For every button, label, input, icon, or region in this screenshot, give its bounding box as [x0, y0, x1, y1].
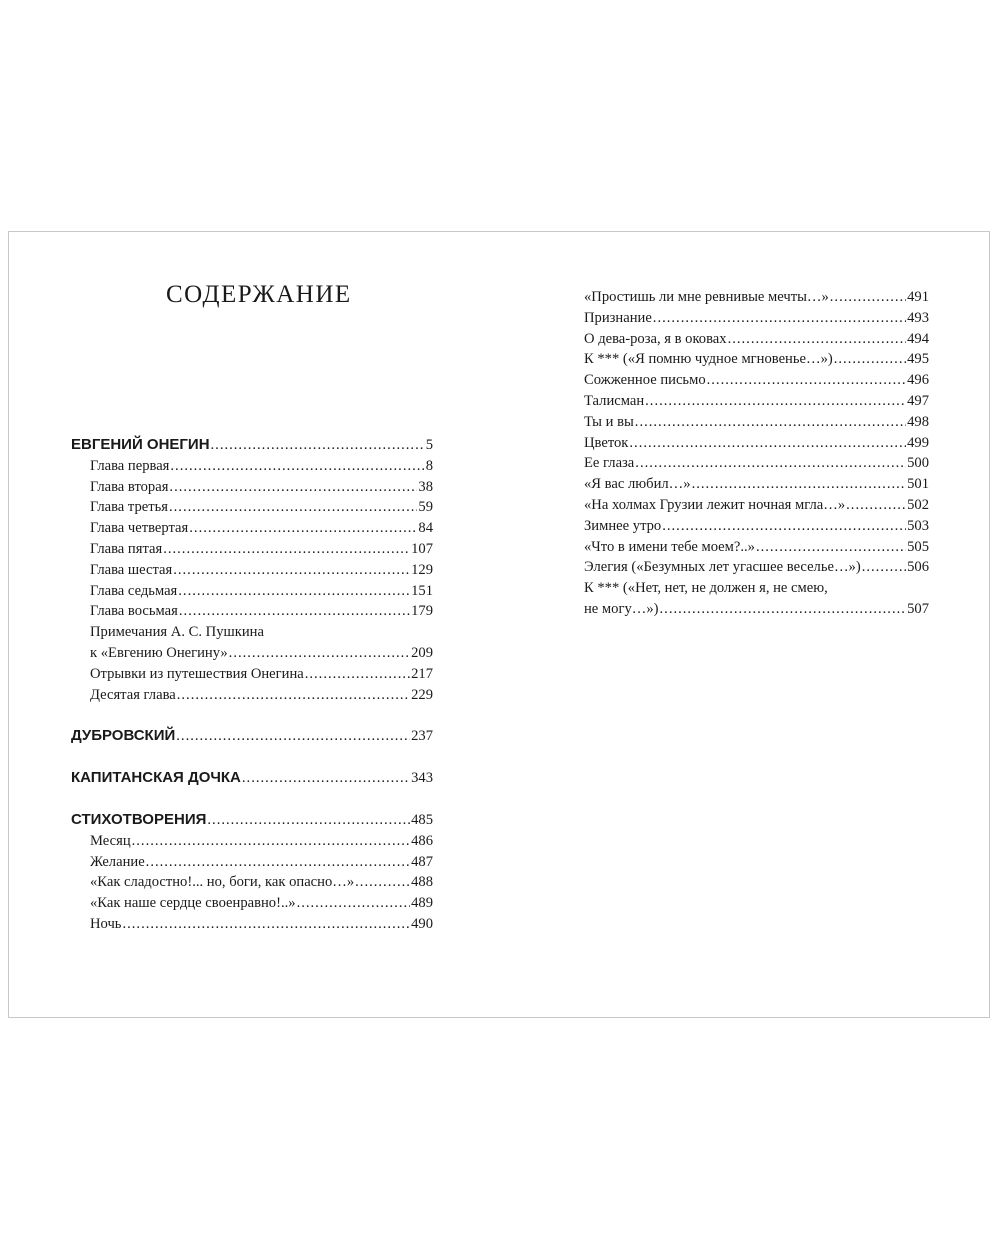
- toc-entry[interactable]: [584, 287, 929, 308]
- toc-entry-label: Сожженное письмо: [584, 372, 706, 389]
- toc-entry-label: Зимнее утро: [584, 517, 662, 534]
- toc-entry-label: не могу…»): [584, 600, 659, 617]
- toc-entry-label: Глава четвертая: [90, 520, 189, 537]
- leader-dots: [692, 474, 907, 495]
- leader-dots: [635, 453, 906, 474]
- toc-entry[interactable]: [584, 412, 929, 433]
- toc-page-number: 343: [411, 770, 433, 787]
- toc-entry[interactable]: [584, 370, 929, 391]
- toc-entry-notes-line1[interactable]: Примечания А. С. Пушкина: [90, 624, 264, 641]
- toc-page-number: 503: [907, 517, 929, 534]
- toc-entry-label: Глава вторая: [90, 478, 169, 495]
- toc-entry-last[interactable]: [584, 599, 929, 620]
- toc-entry-label: Признание: [584, 309, 652, 326]
- toc-section-poems[interactable]: [71, 810, 433, 831]
- leader-dots: [169, 477, 417, 498]
- toc-entry-notes[interactable]: [71, 643, 433, 664]
- toc-page-number: 487: [411, 853, 433, 870]
- toc-page-number: 179: [411, 603, 433, 620]
- toc-section-onegin[interactable]: [71, 435, 433, 456]
- toc-page-number: 493: [907, 309, 929, 326]
- leader-dots: [846, 495, 906, 516]
- toc-entry-label: «На холмах Грузии лежит ночная мгла…»: [584, 496, 846, 513]
- toc-entry-label: Ты и вы: [584, 413, 634, 430]
- toc-entry-label: Глава первая: [90, 457, 170, 474]
- leader-dots: [297, 893, 411, 914]
- toc-entry[interactable]: [71, 456, 433, 477]
- toc-page-number: 506: [907, 559, 929, 576]
- toc-entry-label: «Как сладостно!... но, боги, как опасно…»: [90, 874, 355, 891]
- toc-entry-label: Глава шестая: [90, 561, 173, 578]
- toc-page-number: 151: [411, 582, 433, 599]
- toc-entry[interactable]: [71, 872, 433, 893]
- toc-page-number: 5: [425, 437, 433, 453]
- toc-entry[interactable]: [584, 537, 929, 558]
- toc-section-captain[interactable]: [71, 768, 433, 789]
- toc-page-number: 497: [907, 392, 929, 409]
- toc-entry[interactable]: [71, 685, 433, 706]
- toc-left-column: [71, 435, 433, 935]
- leader-dots: [169, 497, 417, 518]
- toc-page-number: 217: [411, 665, 433, 682]
- toc-entry-label: Элегия («Безумных лет угасшее веселье…»): [584, 559, 861, 576]
- toc-page-number: 8: [425, 457, 433, 474]
- toc-entry-label: «Что в имени тебе моем?..»: [584, 538, 755, 555]
- toc-entry[interactable]: [71, 893, 433, 914]
- toc-page-number: 501: [907, 476, 929, 493]
- toc-entry-label: Глава третья: [90, 499, 168, 516]
- toc-entry[interactable]: [584, 557, 929, 578]
- leader-dots: [122, 914, 410, 935]
- toc-entry-label: К *** («Я помню чудное мгновенье…»): [584, 351, 833, 368]
- leader-dots: [179, 601, 410, 622]
- leader-dots: [163, 539, 410, 560]
- toc-section-title: КАПИТАНСКАЯ ДОЧКА: [71, 769, 241, 787]
- toc-entry[interactable]: [71, 539, 433, 560]
- leader-dots: [653, 308, 906, 329]
- toc-entry[interactable]: [71, 601, 433, 622]
- toc-entry[interactable]: [71, 831, 433, 852]
- leader-dots: [242, 768, 410, 789]
- leader-dots: [660, 599, 907, 620]
- toc-entry-label: Цветок: [584, 434, 629, 451]
- toc-entry-label: Месяц: [90, 832, 131, 849]
- toc-page-number: 502: [907, 496, 929, 513]
- toc-entry[interactable]: [584, 474, 929, 495]
- toc-entry[interactable]: [71, 518, 433, 539]
- leader-dots: [177, 685, 410, 706]
- toc-section-title: ЕВГЕНИЙ ОНЕГИН: [71, 436, 210, 453]
- toc-entry-label: Глава восьмая: [90, 603, 178, 620]
- toc-entry-last-line1[interactable]: К *** («Нет, нет, не должен я, не смею,: [584, 580, 828, 597]
- leader-dots: [830, 287, 906, 308]
- toc-page-number: 488: [411, 874, 433, 891]
- toc-page-number: 500: [907, 455, 929, 472]
- toc-entry-label: Глава пятая: [90, 540, 163, 557]
- leader-dots: [355, 872, 410, 893]
- toc-entry[interactable]: [584, 516, 929, 537]
- toc-page-number: 229: [411, 686, 433, 703]
- leader-dots: [645, 391, 906, 412]
- toc-page-number: 107: [411, 540, 433, 557]
- toc-page-number: 486: [411, 832, 433, 849]
- toc-entry[interactable]: [584, 349, 929, 370]
- toc-page-number: 507: [907, 600, 929, 617]
- leader-dots: [146, 852, 410, 873]
- toc-page-number: 505: [907, 538, 929, 555]
- toc-entry-label: Ночь: [90, 915, 122, 932]
- toc-entry-label: О дева-роза, я в оковах: [584, 330, 727, 347]
- leader-dots: [173, 560, 410, 581]
- leader-dots: [176, 726, 410, 747]
- toc-page-number: 490: [411, 915, 433, 932]
- toc-page-number: 495: [907, 351, 929, 368]
- leader-dots: [170, 456, 424, 477]
- toc-entry-label: Желание: [90, 853, 145, 870]
- toc-entry-label: Глава седьмая: [90, 582, 178, 599]
- toc-page-number: 84: [418, 520, 433, 537]
- toc-entry-label: Ее глаза: [584, 455, 635, 472]
- toc-page-number: 485: [411, 811, 433, 828]
- toc-page-number: 489: [411, 895, 433, 912]
- leader-dots: [229, 643, 410, 664]
- toc-entry-label: «Как наше сердце своенравно!..»: [90, 895, 296, 912]
- toc-entry[interactable]: [71, 560, 433, 581]
- toc-page-number: 237: [411, 728, 433, 745]
- toc-entry[interactable]: [71, 581, 433, 602]
- toc-entry[interactable]: [71, 664, 433, 685]
- toc-page-number: 498: [907, 413, 929, 430]
- contents-title: СОДЕРЖАНИЕ: [166, 281, 352, 308]
- toc-entry-label: «Я вас любил…»: [584, 476, 691, 493]
- leader-dots: [834, 349, 906, 370]
- toc-entry[interactable]: [71, 914, 433, 935]
- leader-dots: [756, 537, 906, 558]
- leader-dots: [862, 557, 906, 578]
- toc-entry[interactable]: [71, 497, 433, 518]
- leader-dots: [662, 516, 906, 537]
- toc-page-number: 499: [907, 434, 929, 451]
- toc-page-number: 494: [907, 330, 929, 347]
- toc-entry[interactable]: [584, 391, 929, 412]
- toc-page-number: 129: [411, 561, 433, 578]
- toc-entry[interactable]: [584, 433, 929, 454]
- toc-entry[interactable]: [584, 495, 929, 516]
- leader-dots: [707, 370, 906, 391]
- leader-dots: [178, 581, 410, 602]
- toc-section-title: ДУБРОВСКИЙ: [71, 727, 176, 745]
- leader-dots: [211, 435, 425, 456]
- toc-section-title: СТИХОТВОРЕНИЯ: [71, 810, 207, 828]
- toc-entry[interactable]: [71, 852, 433, 873]
- toc-page-number: 491: [907, 289, 929, 305]
- leader-dots: [629, 433, 906, 454]
- leader-dots: [728, 329, 907, 350]
- toc-right-column: [584, 287, 929, 620]
- leader-dots: [207, 810, 410, 831]
- leader-dots: [189, 518, 417, 539]
- toc-entry-label: Отрывки из путешествия Онегина: [90, 665, 304, 682]
- toc-entry-label: к «Евгению Онегину»: [90, 644, 228, 661]
- toc-section-dubrovsky[interactable]: [71, 726, 433, 747]
- leader-dots: [305, 664, 410, 685]
- toc-entry-label: Десятая глава: [90, 686, 176, 703]
- toc-entry[interactable]: [584, 329, 929, 350]
- leader-dots: [635, 412, 906, 433]
- toc-entry[interactable]: [584, 453, 929, 474]
- leader-dots: [132, 831, 410, 852]
- toc-entry[interactable]: [71, 477, 433, 498]
- toc-entry[interactable]: [584, 308, 929, 329]
- toc-entry-label: «Простишь ли мне ревнивые мечты…»: [584, 289, 829, 305]
- toc-page-number: 59: [418, 499, 433, 516]
- toc-page-number: 38: [418, 478, 433, 495]
- toc-page-number: 496: [907, 372, 929, 389]
- toc-page-number: 209: [411, 644, 433, 661]
- toc-entry-label: Талисман: [584, 392, 645, 409]
